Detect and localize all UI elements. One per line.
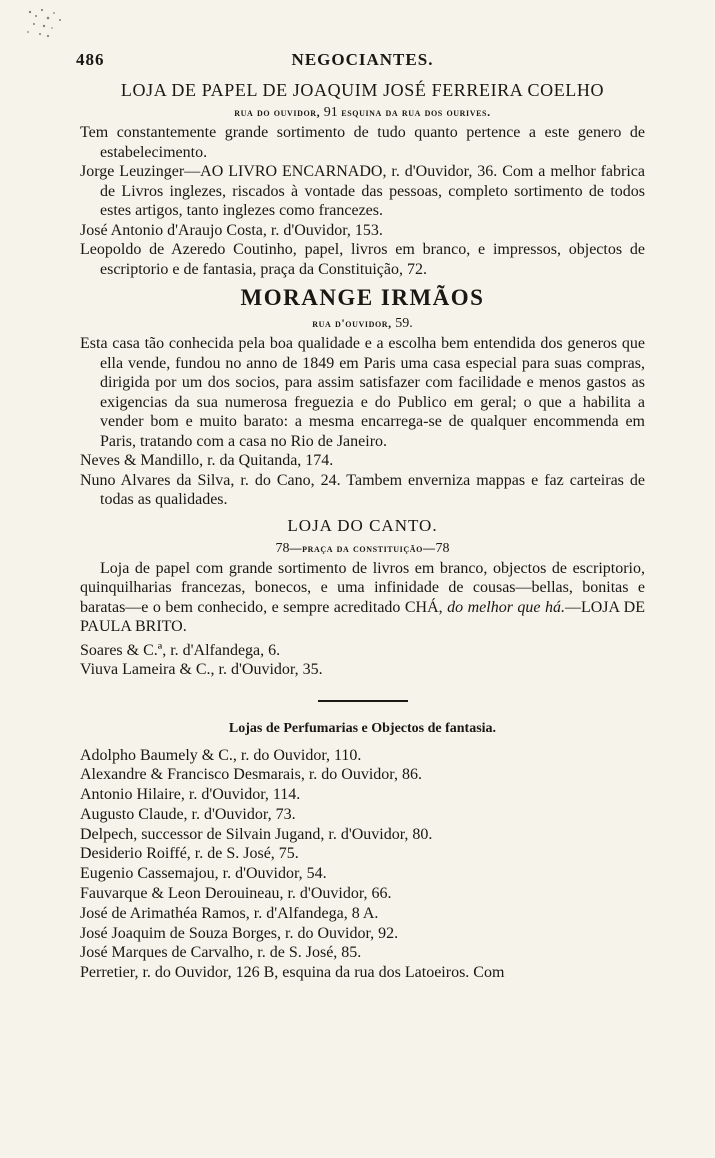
page-number: 486 bbox=[76, 50, 105, 69]
list-item: José Joaquim de Souza Borges, r. do Ouvidor, 92. bbox=[80, 924, 399, 942]
list-item: Nuno Alvares da Silva, r. do Cano, 24. Tambem enverniza mappas e faz carteiras de todas as qualidades. bbox=[80, 471, 645, 508]
running-header bbox=[76, 50, 645, 74]
list-item: Neves & Mandillo, r. da Quitanda, 174. bbox=[80, 452, 334, 469]
page-content bbox=[76, 50, 645, 983]
list-item: Desiderio Roiffé, r. de S. José, 75. bbox=[80, 845, 299, 863]
list-item: José Antonio d'Araujo Costa, r. d'Ouvidor, 153. bbox=[80, 221, 383, 239]
list-item: Leopoldo de Azeredo Coutinho, papel, livros em branco, e impressos, objectos de escriptorio e de fantasia, praça da Constituição, 72. bbox=[80, 241, 645, 278]
list-item: Adolpho Baumely & C., r. do Ouvidor, 110. bbox=[80, 746, 362, 764]
list-item: Antonio Hilaire, r. d'Ouvidor, 114. bbox=[80, 786, 301, 804]
list-item: Jorge Leuzinger—AO LIVRO ENCARNADO, r. d'Ouvidor, 36. Com a melhor fabrica de Livros inglezes, riscados à vontade das pessoas, completo sortimento de todos estes artigos, tanto inglezes como francezes. bbox=[80, 163, 645, 219]
shop-heading-morange: MORANGE IRMÃOS bbox=[240, 285, 485, 310]
list-item: Tem constantemente grande sortimento de tudo quanto pertence a este genero de estabelecimento. bbox=[80, 124, 645, 161]
list-item: Perretier, r. do Ouvidor, 126 B, esquina da rua dos Latoeiros. Com bbox=[80, 964, 505, 982]
list-item: Delpech, successor de Silvain Jugand, r. d'Ouvidor, 80. bbox=[80, 825, 433, 843]
list-item: Eugenio Cassemajou, r. d'Ouvidor, 54. bbox=[80, 865, 327, 883]
shop-address-morange: rua d'ouvidor, 59. bbox=[312, 316, 413, 331]
shop-description-morange: Esta casa tão conhecida pela boa qualidade e a escolha bem entendida dos generos que ella vende, fundou no anno de 1849 em Paris uma casa especial para suas compras, dirigida por um dos socios, para assim satisfazer com facilidade e menos gastos as exigencias da sua numerosa freguezia e do Publico em geral; o que a habilita a vender bom e muito barato: a mesma encarrega-se de qualquer encommenda em Paris, tratando com a casa no Rio de Janeiro. bbox=[80, 335, 645, 450]
list-item: Soares & C.ª, r. d'Alfandega, 6. bbox=[80, 641, 281, 659]
list-item: Alexandre & Francisco Desmarais, r. do Ouvidor, 86. bbox=[80, 766, 422, 784]
shop-address-papel-coelho: rua do ouvidor, 91 esquina da rua dos ourives. bbox=[234, 105, 491, 120]
list-item: Viuva Lameira & C., r. d'Ouvidor, 35. bbox=[80, 661, 323, 678]
shop-heading-papel-coelho: LOJA DE PAPEL DE JOAQUIM JOSÉ FERREIRA COELHO bbox=[120, 80, 605, 100]
library-stamp-mark bbox=[18, 4, 78, 44]
section-divider bbox=[318, 700, 408, 702]
list-item: Augusto Claude, r. d'Ouvidor, 73. bbox=[80, 805, 296, 823]
list-item: Fauvarque & Leon Derouineau, r. d'Ouvidor, 66. bbox=[80, 885, 392, 903]
shop-address-canto: 78—praça da constituição—78 bbox=[275, 540, 450, 556]
shop-description-canto: Loja de papel com grande sortimento de livros em branco, objectos de escriptorio, quinquilharias francezas, bonecos, e uma infinidade de cousas—bellas, bonitas e baratas—e o bem conhecido, e sempre acreditado CHÁ, do melhor que há.—LOJA DE PAULA BRITO. bbox=[80, 559, 645, 635]
running-title: NEGOCIANTES. bbox=[291, 50, 434, 69]
section-heading-perfumarias: Lojas de Perfumarias e Objectos de fantasia. bbox=[228, 720, 497, 736]
shop-heading-canto: LOJA DO CANTO. bbox=[287, 515, 438, 535]
list-item: José de Arimathéa Ramos, r. d'Alfandega, 8 A. bbox=[80, 904, 379, 922]
list-item: José Marques de Carvalho, r. de S. José, 85. bbox=[80, 944, 362, 962]
